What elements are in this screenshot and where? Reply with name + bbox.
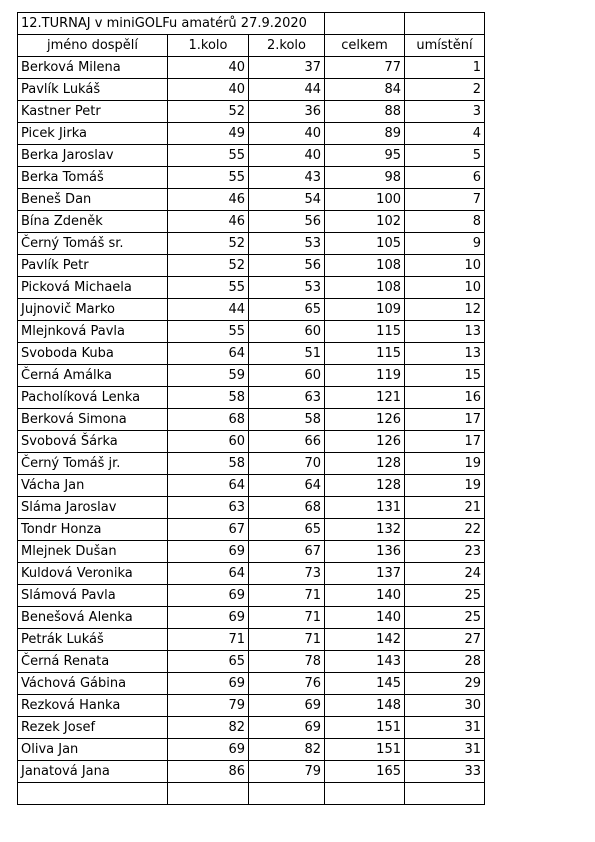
round1-score: 55 xyxy=(168,277,249,299)
player-name: Pavlík Petr xyxy=(18,255,168,277)
player-name: Černá Amálka xyxy=(18,365,168,387)
player-name: Picek Jirka xyxy=(18,123,168,145)
total-score: 128 xyxy=(325,475,405,497)
round1-score: 86 xyxy=(168,761,249,783)
round1-score: 63 xyxy=(168,497,249,519)
total-score: 145 xyxy=(325,673,405,695)
round2-score: 69 xyxy=(249,717,325,739)
player-name: Slámová Pavla xyxy=(18,585,168,607)
table-row xyxy=(18,189,485,211)
placement: 30 xyxy=(405,695,485,717)
total-score: 121 xyxy=(325,387,405,409)
round1-score: 69 xyxy=(168,541,249,563)
placement: 25 xyxy=(405,585,485,607)
table-row xyxy=(18,57,485,79)
round1-score: 64 xyxy=(168,563,249,585)
player-name: Kastner Petr xyxy=(18,101,168,123)
total-score: 119 xyxy=(325,365,405,387)
player-name: Berka Jaroslav xyxy=(18,145,168,167)
total-score: 115 xyxy=(325,343,405,365)
round2-score: 65 xyxy=(249,519,325,541)
round1-score: 55 xyxy=(168,145,249,167)
table-row xyxy=(18,167,485,189)
round1-score: 46 xyxy=(168,189,249,211)
placement: 15 xyxy=(405,365,485,387)
title-row xyxy=(18,13,485,35)
empty-cell xyxy=(168,783,249,805)
total-score: 108 xyxy=(325,255,405,277)
round2-score: 65 xyxy=(249,299,325,321)
header-name: jméno dospělí xyxy=(18,35,168,57)
round1-score: 82 xyxy=(168,717,249,739)
total-score: 131 xyxy=(325,497,405,519)
placement: 27 xyxy=(405,629,485,651)
round2-score: 71 xyxy=(249,607,325,629)
table-row xyxy=(18,409,485,431)
placement: 3 xyxy=(405,101,485,123)
placement: 12 xyxy=(405,299,485,321)
results-table xyxy=(17,12,485,805)
round1-score: 44 xyxy=(168,299,249,321)
placement: 19 xyxy=(405,453,485,475)
placement: 9 xyxy=(405,233,485,255)
header-row xyxy=(18,35,485,57)
round2-score: 37 xyxy=(249,57,325,79)
round1-score: 55 xyxy=(168,321,249,343)
round2-score: 82 xyxy=(249,739,325,761)
table-row xyxy=(18,431,485,453)
round2-score: 66 xyxy=(249,431,325,453)
player-name: Janatová Jana xyxy=(18,761,168,783)
player-name: Sláma Jaroslav xyxy=(18,497,168,519)
placement: 1 xyxy=(405,57,485,79)
player-name: Rezek Josef xyxy=(18,717,168,739)
player-name: Bína Zdeněk xyxy=(18,211,168,233)
placement: 10 xyxy=(405,277,485,299)
table-row xyxy=(18,211,485,233)
table-row xyxy=(18,277,485,299)
round2-score: 54 xyxy=(249,189,325,211)
placement: 28 xyxy=(405,651,485,673)
player-name: Černý Tomáš jr. xyxy=(18,453,168,475)
table-row xyxy=(18,629,485,651)
round1-score: 58 xyxy=(168,387,249,409)
round2-score: 69 xyxy=(249,695,325,717)
round2-score: 44 xyxy=(249,79,325,101)
player-name: Picková Michaela xyxy=(18,277,168,299)
table-row xyxy=(18,475,485,497)
placement: 13 xyxy=(405,321,485,343)
round2-score: 40 xyxy=(249,145,325,167)
player-name: Mlejnek Dušan xyxy=(18,541,168,563)
table-row xyxy=(18,145,485,167)
round1-score: 60 xyxy=(168,431,249,453)
player-name: Beneš Dan xyxy=(18,189,168,211)
player-name: Jujnovič Marko xyxy=(18,299,168,321)
round2-score: 70 xyxy=(249,453,325,475)
player-name: Berková Simona xyxy=(18,409,168,431)
placement: 25 xyxy=(405,607,485,629)
player-name: Mlejnková Pavla xyxy=(18,321,168,343)
round2-score: 43 xyxy=(249,167,325,189)
total-score: 95 xyxy=(325,145,405,167)
total-score: 100 xyxy=(325,189,405,211)
round2-score: 73 xyxy=(249,563,325,585)
placement: 4 xyxy=(405,123,485,145)
round1-score: 67 xyxy=(168,519,249,541)
title-row-empty-cell xyxy=(325,13,405,35)
round2-score: 58 xyxy=(249,409,325,431)
round2-score: 60 xyxy=(249,321,325,343)
table-row xyxy=(18,365,485,387)
placement: 22 xyxy=(405,519,485,541)
table-row xyxy=(18,585,485,607)
round1-score: 64 xyxy=(168,343,249,365)
round2-score: 67 xyxy=(249,541,325,563)
empty-cell xyxy=(249,783,325,805)
player-name: Černý Tomáš sr. xyxy=(18,233,168,255)
player-name: Tondr Honza xyxy=(18,519,168,541)
placement: 23 xyxy=(405,541,485,563)
total-score: 143 xyxy=(325,651,405,673)
table-row xyxy=(18,563,485,585)
total-score: 105 xyxy=(325,233,405,255)
placement: 21 xyxy=(405,497,485,519)
player-name: Kuldová Veronika xyxy=(18,563,168,585)
round2-score: 56 xyxy=(249,211,325,233)
round1-score: 40 xyxy=(168,57,249,79)
player-name: Rezková Hanka xyxy=(18,695,168,717)
total-score: 151 xyxy=(325,739,405,761)
round1-score: 52 xyxy=(168,101,249,123)
round1-score: 65 xyxy=(168,651,249,673)
table-row xyxy=(18,123,485,145)
total-score: 132 xyxy=(325,519,405,541)
table-row xyxy=(18,101,485,123)
total-score: 140 xyxy=(325,607,405,629)
table-row xyxy=(18,387,485,409)
round2-score: 76 xyxy=(249,673,325,695)
total-score: 84 xyxy=(325,79,405,101)
round1-score: 55 xyxy=(168,167,249,189)
player-name: Petrák Lukáš xyxy=(18,629,168,651)
total-score: 115 xyxy=(325,321,405,343)
placement: 8 xyxy=(405,211,485,233)
placement: 5 xyxy=(405,145,485,167)
total-score: 142 xyxy=(325,629,405,651)
table-row xyxy=(18,299,485,321)
total-score: 102 xyxy=(325,211,405,233)
round2-score: 71 xyxy=(249,585,325,607)
player-name: Pacholíková Lenka xyxy=(18,387,168,409)
table-row xyxy=(18,255,485,277)
round1-score: 49 xyxy=(168,123,249,145)
header-round2: 2.kolo xyxy=(249,35,325,57)
placement: 17 xyxy=(405,409,485,431)
player-name: Berková Milena xyxy=(18,57,168,79)
player-name: Svoboda Kuba xyxy=(18,343,168,365)
table-row xyxy=(18,453,485,475)
results-body xyxy=(18,57,485,783)
empty-cell xyxy=(325,783,405,805)
round2-score: 60 xyxy=(249,365,325,387)
total-score: 148 xyxy=(325,695,405,717)
placement: 33 xyxy=(405,761,485,783)
player-name: Svobová Šárka xyxy=(18,431,168,453)
table-row xyxy=(18,673,485,695)
total-score: 88 xyxy=(325,101,405,123)
empty-footer-row xyxy=(18,783,485,805)
total-score: 89 xyxy=(325,123,405,145)
round2-score: 53 xyxy=(249,277,325,299)
total-score: 140 xyxy=(325,585,405,607)
table-row xyxy=(18,519,485,541)
total-score: 109 xyxy=(325,299,405,321)
table-row xyxy=(18,321,485,343)
table-row xyxy=(18,233,485,255)
header-round1: 1.kolo xyxy=(168,35,249,57)
round2-score: 56 xyxy=(249,255,325,277)
round2-score: 79 xyxy=(249,761,325,783)
round1-score: 46 xyxy=(168,211,249,233)
round1-score: 69 xyxy=(168,607,249,629)
round1-score: 52 xyxy=(168,255,249,277)
total-score: 151 xyxy=(325,717,405,739)
header-total: celkem xyxy=(325,35,405,57)
round1-score: 69 xyxy=(168,585,249,607)
total-score: 77 xyxy=(325,57,405,79)
table-row xyxy=(18,695,485,717)
table-row xyxy=(18,343,485,365)
total-score: 165 xyxy=(325,761,405,783)
placement: 13 xyxy=(405,343,485,365)
placement: 17 xyxy=(405,431,485,453)
placement: 16 xyxy=(405,387,485,409)
round1-score: 64 xyxy=(168,475,249,497)
total-score: 126 xyxy=(325,431,405,453)
round1-score: 52 xyxy=(168,233,249,255)
player-name: Pavlík Lukáš xyxy=(18,79,168,101)
round1-score: 71 xyxy=(168,629,249,651)
total-score: 137 xyxy=(325,563,405,585)
round2-score: 71 xyxy=(249,629,325,651)
table-row xyxy=(18,761,485,783)
total-score: 98 xyxy=(325,167,405,189)
total-score: 126 xyxy=(325,409,405,431)
placement: 19 xyxy=(405,475,485,497)
round1-score: 69 xyxy=(168,673,249,695)
total-score: 108 xyxy=(325,277,405,299)
empty-cell xyxy=(405,783,485,805)
table-row xyxy=(18,717,485,739)
placement: 29 xyxy=(405,673,485,695)
title-row-empty-cell xyxy=(405,13,485,35)
round2-score: 78 xyxy=(249,651,325,673)
table-row xyxy=(18,541,485,563)
player-name: Vácha Jan xyxy=(18,475,168,497)
round1-score: 59 xyxy=(168,365,249,387)
table-row xyxy=(18,607,485,629)
round2-score: 51 xyxy=(249,343,325,365)
placement: 6 xyxy=(405,167,485,189)
round1-score: 58 xyxy=(168,453,249,475)
total-score: 128 xyxy=(325,453,405,475)
round1-score: 69 xyxy=(168,739,249,761)
player-name: Černá Renata xyxy=(18,651,168,673)
round2-score: 68 xyxy=(249,497,325,519)
placement: 24 xyxy=(405,563,485,585)
total-score: 136 xyxy=(325,541,405,563)
player-name: Oliva Jan xyxy=(18,739,168,761)
table-row xyxy=(18,497,485,519)
table-row xyxy=(18,739,485,761)
empty-cell xyxy=(18,783,168,805)
header-place: umístění xyxy=(405,35,485,57)
player-name: Váchová Gábina xyxy=(18,673,168,695)
round1-score: 40 xyxy=(168,79,249,101)
placement: 7 xyxy=(405,189,485,211)
round1-score: 68 xyxy=(168,409,249,431)
player-name: Benešová Alenka xyxy=(18,607,168,629)
table-row xyxy=(18,79,485,101)
round1-score: 79 xyxy=(168,695,249,717)
placement: 2 xyxy=(405,79,485,101)
round2-score: 63 xyxy=(249,387,325,409)
placement: 31 xyxy=(405,739,485,761)
placement: 31 xyxy=(405,717,485,739)
placement: 10 xyxy=(405,255,485,277)
round2-score: 53 xyxy=(249,233,325,255)
round2-score: 36 xyxy=(249,101,325,123)
round2-score: 64 xyxy=(249,475,325,497)
round2-score: 40 xyxy=(249,123,325,145)
table-row xyxy=(18,651,485,673)
player-name: Berka Tomáš xyxy=(18,167,168,189)
sheet-title: 12.TURNAJ v miniGOLFu amatérů 27.9.2020 xyxy=(18,13,325,35)
